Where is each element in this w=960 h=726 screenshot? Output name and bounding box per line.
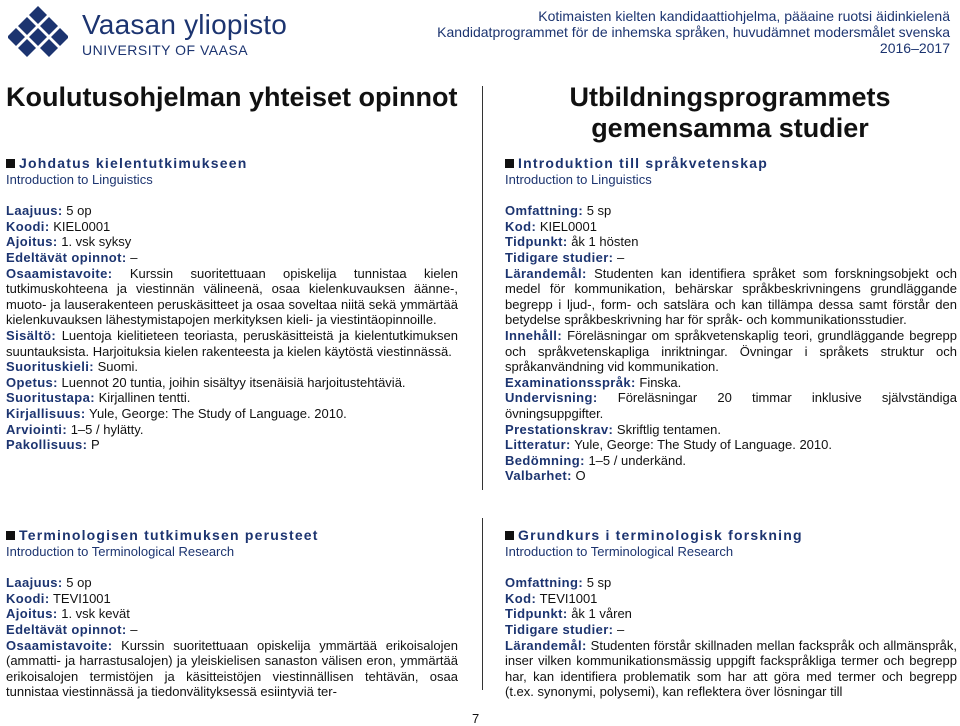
field-timing: Ajoitus: 1. vsk syksy <box>6 234 132 250</box>
field-literature: Litteratur: Yule, George: The Study of Language. 2010. <box>505 437 832 453</box>
field-prereq: Tidigare studier: – <box>505 621 625 637</box>
course-subtitle: Introduction to Terminological Research <box>505 543 734 559</box>
course-heading: Introduktion till språkvetenskap <box>505 156 957 172</box>
course-subtitle: Introduction to Linguistics <box>6 171 153 187</box>
field-compulsory: Pakollisuus: P <box>6 437 100 453</box>
field-code: Koodi: KIEL0001 <box>6 218 111 234</box>
field-timing: Ajoitus: 1. vsk kevät <box>6 606 130 622</box>
field-mode: Prestationskrav: Skriftlig tentamen. <box>505 421 721 437</box>
field-teaching: Undervisning: Föreläsningar 20 timmar inklusive självständiga övningsuppgifter. <box>505 390 957 421</box>
column-divider-top <box>482 86 483 490</box>
field-outcomes: Osaamistavoite: Kurssin suoritettuaan opiskelija tunnistaa kielen tutkimuskohteena ja viestinnän välineenä, osaa kielenkuvauksen äänne-, muoto- ja lauserakenteen peruskäsitteet ja osaa soveltaa niitä sekä ymmärtää kielenkuvauksen lähestymistapojen merkityksen kieli- ja viestintäopinnoille. <box>6 265 458 328</box>
field-mode: Suoritustapa: Kirjallinen tentti. <box>6 390 191 406</box>
course-heading: Johdatus kielentutkimukseen <box>6 156 458 172</box>
field-outcomes: Lärandemål: Studenten kan identifiera språket som forskningsobjekt och medel för kommunikation, behärskar språkbeskrivningens grundläggande begrepp i ljud-, form- och satslära och kan tillämpa dessa samt förstår den betydelse språkbeskrivning har för språk- och kommunikationsstudier. <box>505 265 957 328</box>
program-years: 2016–2017 <box>879 40 950 56</box>
field-grading: Bedömning: 1–5 / underkänd. <box>505 452 687 468</box>
course-sv-linguistics <box>505 156 957 484</box>
field-language: Examinationsspråk: Finska. <box>505 374 682 390</box>
course-fi-terminology <box>6 528 458 700</box>
field-scope: Laajuus: 5 op <box>6 203 92 219</box>
course-heading: Grundkurs i terminologisk forskning <box>505 528 957 544</box>
right-column-title: Utbildningsprogrammets gemensamma studier <box>569 82 891 143</box>
field-outcomes: Osaamistavoite: Kurssin suoritettuaan opiskelija ymmärtää erikoisalojen (ammatti- ja harrastusalojen) ja yleiskielisen sanaston välisen eron, ymmärtää erikoisalojen termistöjen ja käsitteistöjen viestinnällisen tehtävän, osaa tunnistaa viestinnässä ja tiedonvälityksessä esiintyviä ter- <box>6 637 458 700</box>
program-name-fi: Kotimaisten kielten kandidaattiohjelma, pääaine ruotsi äidinkielenä <box>538 8 950 24</box>
column-divider-bottom <box>482 518 483 690</box>
field-code: Koodi: TEVI1001 <box>6 590 111 606</box>
field-scope: Laajuus: 5 op <box>6 575 92 591</box>
field-prereq: Edeltävät opinnot: – <box>6 621 138 637</box>
course-heading: Terminologisen tutkimuksen perusteet <box>6 528 458 544</box>
field-content: Sisältö: Luentoja kielitieteen teoriasta, peruskäsitteistä ja kielentutkimuksen suuntauksista. Harjoituksia kielen rakenteesta ja kielen käytöstä viestinnässä. <box>6 327 458 359</box>
logo-name-en: UNIVERSITY OF VAASA <box>82 42 249 58</box>
university-logo-mark <box>8 6 68 58</box>
course-fi-linguistics <box>6 156 458 453</box>
field-scope: Omfattning: 5 sp <box>505 575 612 591</box>
left-column-title: Koulutusohjelman yhteiset opinnot <box>6 82 458 112</box>
program-header <box>437 8 950 56</box>
field-compulsory: Valbarhet: O <box>505 468 586 484</box>
bullet-square-icon <box>6 159 15 168</box>
field-timing: Tidpunkt: åk 1 hösten <box>505 234 639 250</box>
course-sv-terminology <box>505 528 957 700</box>
bullet-square-icon <box>6 531 15 540</box>
field-language: Suorituskieli: Suomi. <box>6 359 139 375</box>
bullet-square-icon <box>505 531 514 540</box>
field-code: Kod: KIEL0001 <box>505 218 597 234</box>
university-logo-text <box>82 10 287 58</box>
field-literature: Kirjallisuus: Yule, George: The Study of Language. 2010. <box>6 405 347 421</box>
program-name-sv: Kandidatprogrammet för de inhemska språken, huvudämnet modersmålet svenska <box>437 24 950 40</box>
field-timing: Tidpunkt: åk 1 våren <box>505 606 632 622</box>
page-number: 7 <box>472 711 480 726</box>
field-outcomes: Lärandemål: Studenten förstår skillnaden mellan fackspråk och allmänspråk, inser vilken kommunikationsmässig uppgift fackspråkliga termer och begrepp har, kan identifiera problematik som har att göra med termer och begrepp (t.ex. synonymi, polysemi), kan reflektera över lösningar till <box>505 637 957 700</box>
course-subtitle: Introduction to Linguistics <box>505 171 652 187</box>
field-grading: Arviointi: 1–5 / hylätty. <box>6 421 144 437</box>
bullet-square-icon <box>505 159 514 168</box>
field-content: Innehåll: Föreläsningar om språkvetenskaplig teori, grundläggande begrepp och språkvetenskapliga inriktningar. Övningar i språkets struktur och språkanvändning vid kommunikation. <box>505 327 957 375</box>
field-teaching: Opetus: Luennot 20 tuntia, joihin sisältyy itsenäisiä harjoitustehtäviä. <box>6 374 406 390</box>
field-code: Kod: TEVI1001 <box>505 590 598 606</box>
field-prereq: Tidigare studier: – <box>505 249 625 265</box>
course-subtitle: Introduction to Terminological Research <box>6 543 235 559</box>
field-prereq: Edeltävät opinnot: – <box>6 249 138 265</box>
logo-name-fi: Vaasan yliopisto <box>82 9 288 40</box>
field-scope: Omfattning: 5 sp <box>505 203 612 219</box>
